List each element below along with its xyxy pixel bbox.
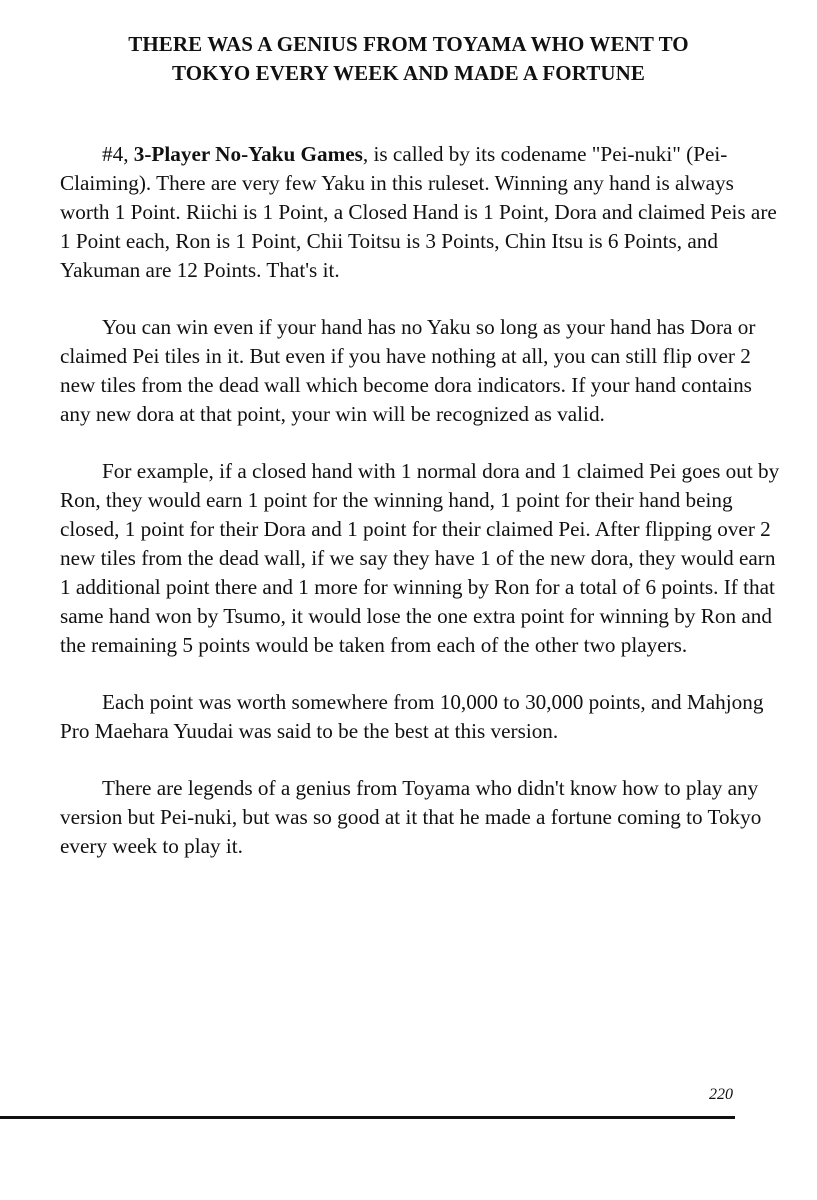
footer-divider bbox=[0, 1116, 735, 1119]
page-number: 220 bbox=[709, 1086, 733, 1103]
paragraph-2: You can win even if your hand has no Yaku so long as your hand has Dora or claimed Pei tiles in it. But even if you have nothing at all, you can still flip over 2 new tiles from the dead wall which become dora indicators. If your hand contains any new dora at that point, your win will be recognized as valid. bbox=[60, 315, 756, 426]
paragraph-1-text: , is called by its codename "Pei-nuki" (Pei-Claiming). There are very few Yaku in this ruleset. Winning any hand is always worth 1 Point. Riichi is 1 Point, a Closed Hand is 1 Point, Dora and claimed Peis are 1 Point each, Ron is 1 Point, Chii Toitsu is 3 Points, Chin Itsu is 6 Points, and Yakuman are 12 Points. That's it. bbox=[60, 142, 777, 282]
paragraph-5: There are legends of a genius from Toyama who didn't know how to play any version but Pei-nuki, but was so good at it that he made a fortune coming to Tokyo every week to play it. bbox=[60, 776, 762, 858]
paragraph-1 bbox=[60, 140, 780, 285]
body-text bbox=[60, 140, 780, 889]
chapter-title-line-1: THERE WAS A GENIUS FROM TOYAMA WHO WENT TO bbox=[128, 32, 689, 56]
chapter-title bbox=[40, 30, 777, 88]
paragraph-4: Each point was worth somewhere from 10,000 to 30,000 points, and Mahjong Pro Maehara Yuudai was said to be the best at this version. bbox=[60, 690, 764, 743]
paragraph-1-prefix: #4, bbox=[102, 142, 134, 166]
paragraph-1-bold-term: 3-Player No-Yaku Games bbox=[133, 142, 363, 166]
paragraph-3: For example, if a closed hand with 1 normal dora and 1 claimed Pei goes out by Ron, they would earn 1 point for the winning hand, 1 point for their hand being closed, 1 point for their Dora and 1 point for their claimed Pei. After flipping over 2 new tiles from the dead wall, if we say they have 1 of the new dora, they would earn 1 additional point there and 1 more for winning by Ron for a total of 6 points. If that same hand won by Tsumo, it would lose the one extra point for winning by Ron and the remaining 5 points would be taken from each of the other two players. bbox=[60, 459, 780, 657]
chapter-title-line-2: TOKYO EVERY WEEK AND MADE A FORTUNE bbox=[171, 61, 646, 85]
